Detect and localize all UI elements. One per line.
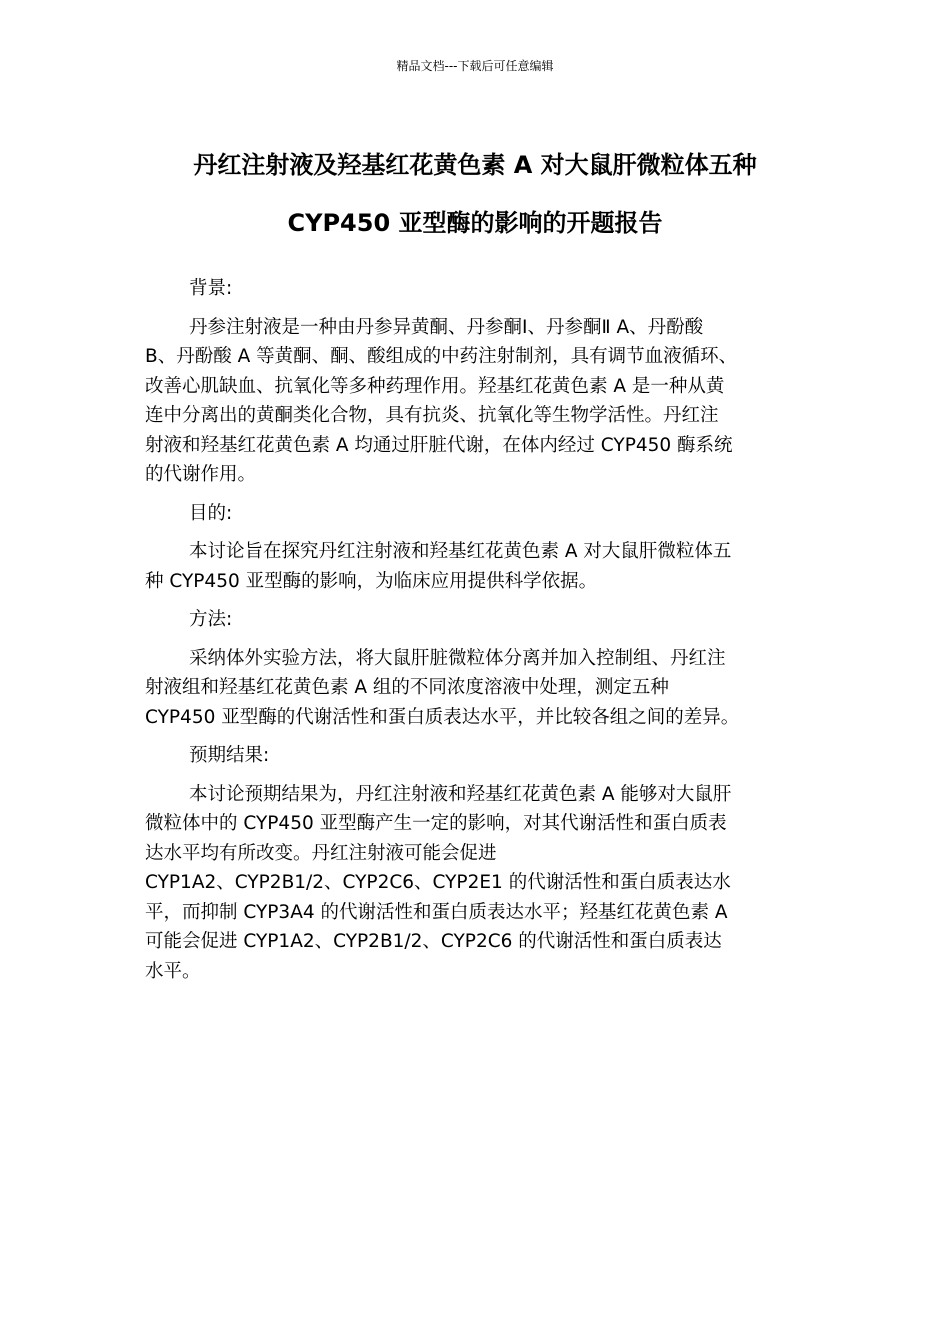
paragraph-line: 平，而抑制 CYP3A4 的代谢活性和蛋白质表达水平；羟基红花黄色素 A	[145, 901, 728, 923]
page-header-watermark: 精品文档---下载后可任意编辑	[396, 59, 554, 73]
paragraph-background	[145, 313, 805, 490]
paragraph-line: 可能会促进 CYP1A2、CYP2B1/2、CYP2C6 的代谢活性和蛋白质表达	[145, 931, 722, 952]
paragraph-purpose	[145, 537, 805, 596]
paragraph-line: 达水平均有所改变。丹红注射液可能会促进	[145, 842, 497, 864]
paragraph-line: 本讨论旨在探究丹红注射液和羟基红花黄色素 A 对大鼠肝微粒体五	[189, 541, 732, 562]
document-title	[110, 136, 840, 252]
paragraph-line: 的代谢作用。	[145, 464, 257, 485]
paragraph-method	[145, 644, 805, 733]
paragraph-line: B、丹酚酸 A 等黄酮、酮、酸组成的中药注射制剂，具有调节血液循环、	[145, 346, 738, 367]
document-body	[145, 274, 805, 995]
paragraph-line: 射液和羟基红花黄色素 A 均通过肝脏代谢，在体内经过 CYP450 酶系统	[145, 434, 733, 456]
title-line-1: 丹红注射液及羟基红花黄色素 A 对大鼠肝微粒体五种	[193, 151, 757, 179]
section-label-background: 背景:	[189, 278, 233, 299]
section-label-purpose: 目的:	[189, 502, 233, 524]
paragraph-line: 微粒体中的 CYP450 亚型酶产生一定的影响，对其代谢活性和蛋白质表	[145, 813, 727, 834]
paragraph-line: CYP450 亚型酶的代谢活性和蛋白质表达水平，并比较各组之间的差异。	[145, 706, 740, 728]
paragraph-line: 射液组和羟基红花黄色素 A 组的不同浓度溶液中处理，测定五种	[145, 677, 669, 698]
paragraph-line: 改善心肌缺血、抗氧化等多种药理作用。羟基红花黄色素 A 是一种从黄	[145, 375, 725, 397]
paragraph-line: 连中分离出的黄酮类化合物，具有抗炎、抗氧化等生物学活性。丹红注	[145, 405, 719, 426]
paragraph-line: 本讨论预期结果为，丹红注射液和羟基红花黄色素 A 能够对大鼠肝	[189, 783, 732, 805]
title-line-2: CYP450 亚型酶的影响的开题报告	[287, 209, 663, 237]
paragraph-line: 丹参注射液是一种由丹参异黄酮、丹参酮Ⅰ、丹参酮Ⅱ A、丹酚酸	[189, 316, 704, 338]
section-label-method: 方法:	[189, 609, 233, 630]
paragraph-line: 水平。	[145, 960, 201, 982]
paragraph-expected-results	[145, 780, 805, 987]
paragraph-line: 种 CYP450 亚型酶的影响，为临床应用提供科学依据。	[145, 570, 598, 592]
section-label-expected-results: 预期结果:	[189, 745, 270, 766]
paragraph-line: CYP1A2、CYP2B1/2、CYP2C6、CYP2E1 的代谢活性和蛋白质表达水	[145, 872, 731, 893]
paragraph-line: 采纳体外实验方法，将大鼠肝脏微粒体分离并加入控制组、丹红注	[189, 647, 726, 669]
